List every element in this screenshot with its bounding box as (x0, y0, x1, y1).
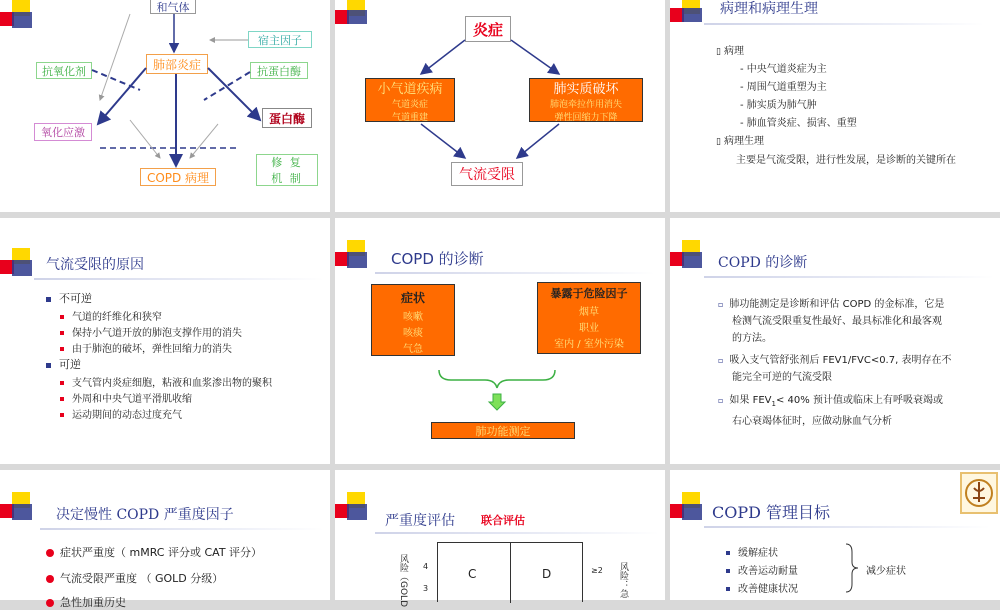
airflow-limitation-label: 气流受限 (459, 167, 515, 183)
title-rule (704, 23, 984, 25)
lung-function-test-label: 肺功能测定 (475, 424, 531, 438)
risk-exposure-title: 暴露于危险因子 (550, 287, 628, 300)
paragraph-line: 检测气流受限重复性最好、最具标准化和最客观 (732, 316, 942, 327)
antioxidant-label: 抗氧化剂 (42, 64, 86, 78)
sub-item-text: 运动期间的动态过度充气 (72, 410, 182, 421)
list-item (46, 570, 223, 586)
sub-item (60, 308, 162, 323)
bullet-pathology: ▯ 病理 (716, 46, 744, 57)
bullet-text: 不可逆 (59, 292, 92, 305)
assessment-grid (437, 542, 583, 602)
y-tick: 4 (423, 562, 429, 571)
title-rule (704, 276, 994, 278)
goal-item (726, 580, 798, 595)
paragraph-line: 吸入支气管舒张剂后 FEV1/FVC<0.7, 表明存在不 (729, 355, 952, 366)
sub-item: - 肺血管炎症、损害、重塑 (740, 118, 857, 129)
list-item (46, 544, 262, 560)
list-item (46, 594, 126, 610)
slide-title: 严重度评估 (385, 513, 455, 529)
y-tick: 3 (423, 584, 429, 593)
oxidative-stress-label: 氧化应激 (41, 126, 85, 139)
right-axis-label: 风险：急 (618, 562, 628, 598)
small-airway-title: 小气道疾病 (377, 81, 443, 97)
symptoms-title: 症状 (400, 291, 425, 305)
parenchymal-title: 肺实质破坏 (553, 81, 619, 97)
slide-copd-diagnosis-flow[interactable] (335, 218, 665, 464)
slide-copd-pathology-diagram[interactable] (0, 0, 330, 212)
title-rule (34, 278, 324, 280)
paragraph-line: 右心衰竭体征时，应做动脉血气分析 (732, 416, 892, 427)
paragraph-line: 的方法。 (732, 333, 772, 344)
lung-function-test-box (431, 422, 575, 439)
bullet-pathophysiology: ▯ 病理生理 (716, 136, 764, 147)
slide-severity-assessment[interactable] (335, 470, 665, 608)
sub-item: - 肺实质为肺气肿 (740, 100, 817, 111)
pathology-arrows (0, 0, 330, 212)
slide-copd-diagnosis-text[interactable] (670, 218, 1000, 464)
slide-airflow-limitation-mechanism[interactable] (335, 0, 665, 212)
sub-item-text: 外周和中央气道平滑肌收缩 (72, 394, 192, 405)
symptom-item: 气急 (403, 344, 423, 355)
list-item-text: 气流受限严重度 （ GOLD 分级） (60, 572, 224, 585)
risk-item: 职业 (579, 323, 599, 334)
goal-text: 缓解症状 (738, 548, 778, 559)
slide-title: COPD 的诊断 (718, 255, 808, 271)
copd-pathology-label: COPD 病理 (146, 170, 210, 185)
parenchymal-line1: 肺泡牵拉作用消失 (549, 99, 622, 110)
list-item-text: 症状严重度（ mMRC 评分或 CAT 评分） (60, 546, 263, 559)
host-factor-label: 宿主因子 (258, 33, 302, 47)
inflammation-label: 炎症 (472, 20, 503, 39)
risk-item: 烟草 (579, 307, 599, 318)
goal-item (726, 544, 778, 559)
subscript: 1 (771, 400, 776, 408)
gas-label: 和气体 (156, 0, 190, 14)
paragraph-line: 能完全可逆的气流受限 (732, 372, 832, 383)
parenchymal-line2: 弹性回缩力下降 (554, 112, 618, 123)
slide-management-goals[interactable] (670, 470, 1000, 600)
sub-item: - 中央气道炎症为主 (740, 64, 827, 75)
repair-label: 修 复 机 制 (271, 156, 303, 185)
slide-subtitle: 联合评估 (481, 514, 525, 527)
lung-inflammation-label: 肺部炎症 (152, 57, 201, 72)
sub-item: 主要是气流受限，进行性发展，是诊断的关键所在 (736, 155, 956, 166)
slide-title: 病理和病理生理 (720, 1, 818, 17)
list-item-text: 急性加重历史 (60, 596, 126, 609)
bullet-text: 病理 (723, 46, 744, 57)
paragraph-3: ▫ 如果 $FEV_1< 40\%$ 预计值或临床上有呼吸衰竭或 右心衰竭体征时，应做动脉血气分析 (718, 392, 943, 430)
slide-title: COPD 管理目标 (712, 503, 831, 522)
slide-airflow-limitation-causes[interactable] (0, 218, 330, 464)
slide-decoration (0, 492, 60, 532)
sub-item-text: 支气管内炎症细胞，粘液和血浆渗出物的聚积 (72, 378, 272, 389)
sub-item-text: 气道的纤维化和狭窄 (72, 312, 162, 323)
mechanism-arrows (335, 0, 665, 212)
title-rule (704, 526, 990, 528)
paragraph-line: < 40% 预计值或临床上有呼吸衰竭或 (775, 395, 943, 406)
slide-severity-factors[interactable] (0, 470, 330, 609)
quadrant-d: D (542, 567, 552, 581)
group-brace (844, 542, 864, 594)
goal-text: 改善运动耐量 (738, 566, 798, 577)
slide-title: 决定慢性 COPD 严重度因子 (56, 507, 234, 523)
title-rule (375, 532, 659, 534)
sub-item (60, 406, 182, 421)
slide-title: COPD 的诊断 (391, 250, 484, 268)
paragraph-line: 肺功能测定是诊断和评估 COPD 的金标准，它是 (729, 299, 945, 310)
risk-item: 室内 / 室外污染 (554, 339, 624, 350)
protease-label: 蛋白酶 (268, 111, 305, 126)
sub-item-text: 由于肺泡的破坏，弹性回缩力的消失 (72, 344, 232, 355)
sub-item (60, 324, 242, 339)
sub-item (60, 340, 232, 355)
small-airway-line1: 气道炎症 (391, 99, 428, 110)
y-axis-label: 风险（GOLD (398, 554, 408, 608)
bullet-irreversible (46, 290, 92, 306)
paragraph-2: ▫ 吸入支气管舒张剂后 FEV1/FVC<0.7, 表明存在不 能完全可逆的气流受限 (718, 352, 951, 386)
quadrant-c: C (468, 567, 477, 581)
sub-item (60, 390, 192, 405)
exacerbation-tick: ≥2 (591, 566, 603, 575)
goal-item (726, 562, 798, 577)
logo-icon (960, 472, 998, 514)
symptom-item: 咳嗽 (403, 312, 423, 323)
title-rule (40, 528, 324, 530)
sub-item (60, 374, 272, 389)
bullet-text: 病理生理 (723, 136, 764, 147)
slide-title: 气流受限的原因 (46, 257, 144, 273)
group-label: 减少症状 (866, 566, 906, 577)
paragraph-1: ▫ 肺功能测定是诊断和评估 COPD 的金标准，它是 检测气流受限重复性最好、最具标准化和最客观 的方法。 (718, 296, 944, 347)
sub-item: - 周围气道重塑为主 (740, 82, 827, 93)
sub-item-text: 保持小气道开放的肺泡支撑作用的消失 (72, 328, 242, 339)
symptom-item: 咳痰 (403, 328, 423, 339)
goal-text: 改善健康状况 (738, 584, 798, 595)
antiprotease-label: 抗蛋白酶 (257, 64, 301, 78)
bullet-text: 可逆 (59, 358, 81, 371)
paragraph-line: 如果 FEV (729, 395, 772, 406)
small-airway-line2: 气道重建 (391, 112, 428, 123)
slide-pathology-pathophysiology[interactable] (670, 0, 1000, 212)
bullet-reversible (46, 356, 81, 372)
